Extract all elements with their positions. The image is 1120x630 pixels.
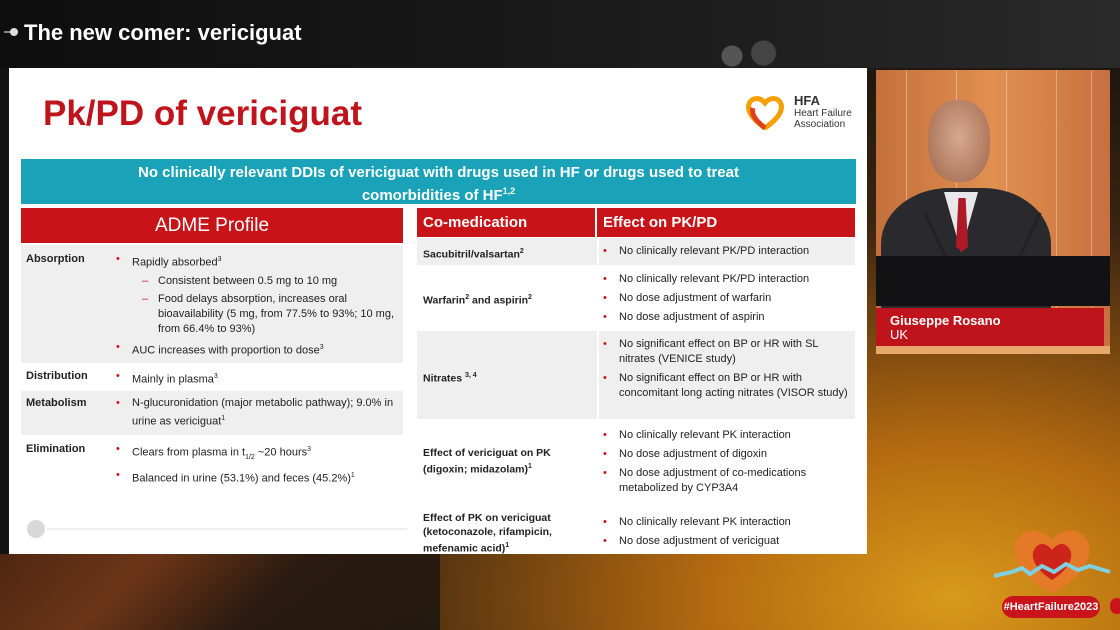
column-divider xyxy=(597,331,599,419)
column-divider xyxy=(597,267,599,329)
hashtag-decoration xyxy=(1110,598,1120,614)
adme-label: Elimination xyxy=(26,443,86,455)
list-item: • No significant effect on BP or HR with concomitant long acting nitrates (VISOR study) xyxy=(603,371,853,401)
hfa-name-line1: Heart Failure xyxy=(794,108,852,119)
adme-row-absorption xyxy=(21,245,403,363)
list-item: • No clinically relevant PK/PD interaction xyxy=(603,272,853,287)
adme-header: ADME Profile xyxy=(21,208,403,243)
column-divider xyxy=(597,421,599,501)
banner-line-1: No clinically relevant DDIs of vericiguat with drugs used in HF or drugs used to treat xyxy=(138,164,739,181)
scroll-handle[interactable] xyxy=(27,520,45,538)
list-item: • No clinically relevant PK interaction xyxy=(603,515,853,530)
comed-label: Warfarin$^2$ and aspirin$^2$ xyxy=(423,294,532,307)
banner-dot-decoration xyxy=(10,28,18,36)
event-heart-logo xyxy=(992,520,1112,600)
list-item: • No dose adjustment of co-medications metabolized by CYP3A4 xyxy=(603,466,853,496)
list-item: • Rapidly absorbed$^3$ xyxy=(116,252,396,271)
session-title: The new comer: vericiguat xyxy=(24,20,302,45)
adme-label: Distribution xyxy=(26,370,88,382)
scroll-track[interactable] xyxy=(47,528,407,530)
list-subitem: – Food delays absorption, increases oral bioavailability (5 mg, from 77.5% to 93%; 10 mg, from 66.4% to 93%) xyxy=(116,292,396,337)
background-decoration xyxy=(705,38,795,68)
comed-label: Nitrates $^{3, 4}$ xyxy=(423,372,477,385)
heart-icon xyxy=(745,96,785,130)
comed-row-nitrates xyxy=(417,331,855,419)
list-item: • No clinically relevant PK interaction xyxy=(603,428,853,443)
comed-label: Sacubitril/valsartan$^2$ xyxy=(423,248,524,261)
podium xyxy=(876,256,1110,306)
column-divider xyxy=(597,238,599,265)
list-item: • No dose adjustment of aspirin xyxy=(603,310,853,325)
list-item: • N-glucuronidation (major metabolic pathway); 9.0% in urine as vericiguat$^1$ xyxy=(116,396,396,430)
event-hashtag: #HeartFailure2023 xyxy=(1002,596,1100,618)
speaker-name: Giuseppe Rosano xyxy=(890,313,1001,328)
speaker-country: UK xyxy=(890,327,909,342)
slide-title: Pk/PD of vericiguat xyxy=(43,94,362,133)
ddi-banner xyxy=(21,159,856,204)
comed-row-pk-on-vericiguat xyxy=(417,503,855,554)
hfa-abbrev: HFA xyxy=(794,93,820,108)
list-item: • No significant effect on BP or HR with SL nitrates (VENICE study) xyxy=(603,337,853,367)
column-divider xyxy=(597,503,599,554)
video-bottom-strip xyxy=(876,346,1110,354)
comed-row-warfarin xyxy=(417,267,855,329)
presentation-slide xyxy=(9,68,867,554)
list-item: • Mainly in plasma$^3$ xyxy=(116,369,396,388)
list-item: • No dose adjustment of digoxin xyxy=(603,447,853,462)
hfa-name-line2: Association xyxy=(794,119,846,130)
background-decoration xyxy=(0,554,440,630)
effect-header: Effect on PK/PD xyxy=(597,208,855,237)
top-banner xyxy=(0,0,1120,68)
comed-header: Co-medication xyxy=(417,208,595,237)
list-item: • No dose adjustment of vericiguat xyxy=(603,534,853,549)
hfa-logo xyxy=(745,94,865,134)
comed-row-sacubitril xyxy=(417,238,855,265)
speaker-video xyxy=(876,70,1110,354)
adme-label: Metabolism xyxy=(26,397,87,409)
comed-label: Effect of PK on vericiguat (ketoconazole, rifampicin, mefenamic acid)$^1$ xyxy=(423,512,552,554)
list-item: • No clinically relevant PK/PD interaction xyxy=(603,244,853,259)
speaker-head xyxy=(928,100,990,182)
comed-row-effect-on-pk xyxy=(417,421,855,501)
list-item: • AUC increases with proportion to dose$^3$ xyxy=(116,340,396,359)
list-item: • Balanced in urine (53.1%) and feces $(45.2\%)^1$ xyxy=(116,468,396,487)
list-item: • No dose adjustment of warfarin xyxy=(603,291,853,306)
adme-row-elimination xyxy=(21,437,403,487)
adme-row-metabolism xyxy=(21,391,403,435)
comed-label: Effect of vericiguat on PK (digoxin; midazolam)$^1$ xyxy=(423,447,551,476)
banner-line-2: comorbidities of HF$^{1,2}$ xyxy=(361,186,516,204)
adme-row-distribution xyxy=(21,365,403,389)
adme-label: Absorption xyxy=(26,253,85,265)
speaker-name-card xyxy=(876,308,1104,346)
list-subitem: – Consistent between 0.5 mg to 10 mg xyxy=(116,274,396,289)
list-item: • Clears from plasma in $t_{1/2}$ ~20 hours$^3$ xyxy=(116,442,396,465)
